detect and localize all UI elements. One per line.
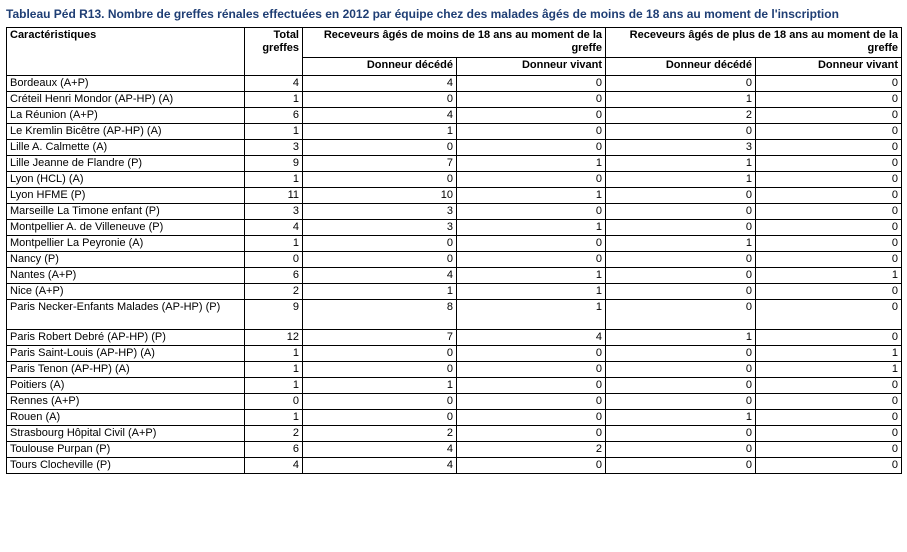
over18-vivant-cell: 0: [756, 172, 902, 188]
under18-decede-cell: 0: [303, 362, 457, 378]
under18-vivant-cell: 0: [457, 362, 606, 378]
under18-decede-cell: 0: [303, 252, 457, 268]
over18-vivant-cell: 1: [756, 268, 902, 284]
under18-vivant-cell: 0: [457, 172, 606, 188]
over18-decede-cell: 0: [606, 268, 756, 284]
under18-decede-cell: 0: [303, 172, 457, 188]
over18-vivant-cell: 0: [756, 394, 902, 410]
over18-vivant-cell: 0: [756, 188, 902, 204]
table-row: [7, 442, 902, 458]
over18-vivant-cell: 0: [756, 156, 902, 172]
over18-decede-cell: 0: [606, 362, 756, 378]
total-cell: 6: [245, 108, 303, 124]
over18-vivant-cell: 0: [756, 108, 902, 124]
team-name-cell: Strasbourg Hôpital Civil (A+P): [7, 426, 245, 442]
total-cell: 4: [245, 220, 303, 236]
under18-vivant-cell: 1: [457, 300, 606, 330]
over18-vivant-cell: 0: [756, 300, 902, 330]
team-name-cell: Bordeaux (A+P): [7, 76, 245, 92]
total-cell: 1: [245, 410, 303, 426]
under18-decede-cell: 4: [303, 458, 457, 474]
over18-decede-cell: 1: [606, 92, 756, 108]
over18-vivant-cell: 0: [756, 378, 902, 394]
under18-decede-cell: 4: [303, 268, 457, 284]
over18-vivant-cell: 0: [756, 458, 902, 474]
table-row: [7, 394, 902, 410]
team-name-cell: Montpellier La Peyronie (A): [7, 236, 245, 252]
over18-decede-cell: 1: [606, 172, 756, 188]
team-name-cell: Nantes (A+P): [7, 268, 245, 284]
over18-vivant-cell: 0: [756, 330, 902, 346]
team-name-cell: Le Kremlin Bicêtre (AP-HP) (A): [7, 124, 245, 140]
under18-decede-cell: 4: [303, 108, 457, 124]
table-row: [7, 236, 902, 252]
under18-vivant-cell: 4: [457, 330, 606, 346]
table-row: [7, 458, 902, 474]
over18-vivant-cell: 0: [756, 124, 902, 140]
under18-vivant-cell: 0: [457, 92, 606, 108]
under18-decede-cell: 3: [303, 220, 457, 236]
under18-decede-cell: 0: [303, 346, 457, 362]
table-body: [7, 76, 902, 474]
header-under-18-vivant: Donneur vivant: [457, 58, 606, 76]
table-row: [7, 172, 902, 188]
team-name-cell: Paris Tenon (AP-HP) (A): [7, 362, 245, 378]
under18-vivant-cell: 0: [457, 346, 606, 362]
over18-decede-cell: 0: [606, 394, 756, 410]
table-row: [7, 378, 902, 394]
total-cell: 1: [245, 346, 303, 362]
over18-decede-cell: 0: [606, 426, 756, 442]
under18-vivant-cell: 2: [457, 442, 606, 458]
over18-decede-cell: 1: [606, 330, 756, 346]
team-name-cell: La Réunion (A+P): [7, 108, 245, 124]
under18-vivant-cell: 1: [457, 220, 606, 236]
under18-decede-cell: 1: [303, 284, 457, 300]
table-row: [7, 140, 902, 156]
total-cell: 3: [245, 140, 303, 156]
under18-decede-cell: 0: [303, 394, 457, 410]
team-name-cell: Paris Saint-Louis (AP-HP) (A): [7, 346, 245, 362]
under18-decede-cell: 4: [303, 442, 457, 458]
table-row: [7, 268, 902, 284]
team-name-cell: Tours Clocheville (P): [7, 458, 245, 474]
under18-vivant-cell: 0: [457, 252, 606, 268]
total-cell: 1: [245, 236, 303, 252]
table-row: [7, 92, 902, 108]
total-cell: 0: [245, 394, 303, 410]
over18-decede-cell: 0: [606, 442, 756, 458]
table-row: [7, 204, 902, 220]
team-name-cell: Rouen (A): [7, 410, 245, 426]
header-over-18-vivant: Donneur vivant: [756, 58, 902, 76]
under18-vivant-cell: 0: [457, 426, 606, 442]
under18-decede-cell: 7: [303, 330, 457, 346]
over18-decede-cell: 0: [606, 124, 756, 140]
over18-vivant-cell: 0: [756, 220, 902, 236]
table-row: [7, 410, 902, 426]
under18-vivant-cell: 0: [457, 410, 606, 426]
header-total-greffes: Total greffes: [245, 28, 303, 76]
under18-decede-cell: 0: [303, 140, 457, 156]
team-name-cell: Nice (A+P): [7, 284, 245, 300]
table-row: [7, 284, 902, 300]
under18-vivant-cell: 0: [457, 76, 606, 92]
header-over-18-decede: Donneur décédé: [606, 58, 756, 76]
under18-vivant-cell: 0: [457, 236, 606, 252]
total-cell: 0: [245, 252, 303, 268]
total-cell: 1: [245, 362, 303, 378]
over18-vivant-cell: 0: [756, 426, 902, 442]
over18-vivant-cell: 0: [756, 236, 902, 252]
total-cell: 3: [245, 204, 303, 220]
total-cell: 1: [245, 92, 303, 108]
over18-decede-cell: 0: [606, 76, 756, 92]
under18-vivant-cell: 1: [457, 268, 606, 284]
under18-vivant-cell: 0: [457, 124, 606, 140]
total-cell: 4: [245, 76, 303, 92]
under18-decede-cell: 1: [303, 124, 457, 140]
total-cell: 12: [245, 330, 303, 346]
team-name-cell: Paris Robert Debré (AP-HP) (P): [7, 330, 245, 346]
over18-decede-cell: 1: [606, 156, 756, 172]
team-name-cell: Lille A. Calmette (A): [7, 140, 245, 156]
over18-vivant-cell: 0: [756, 284, 902, 300]
under18-vivant-cell: 0: [457, 140, 606, 156]
over18-vivant-cell: 0: [756, 140, 902, 156]
table-row: [7, 252, 902, 268]
total-cell: 1: [245, 378, 303, 394]
team-name-cell: Lille Jeanne de Flandre (P): [7, 156, 245, 172]
under18-vivant-cell: 0: [457, 108, 606, 124]
over18-decede-cell: 3: [606, 140, 756, 156]
under18-decede-cell: 3: [303, 204, 457, 220]
over18-decede-cell: 0: [606, 458, 756, 474]
total-cell: 1: [245, 124, 303, 140]
under18-decede-cell: 2: [303, 426, 457, 442]
header-over-18: Receveurs âgés de plus de 18 ans au moment de la greffe: [606, 28, 902, 58]
under18-vivant-cell: 0: [457, 394, 606, 410]
over18-decede-cell: 0: [606, 346, 756, 362]
over18-decede-cell: 0: [606, 220, 756, 236]
under18-vivant-cell: 1: [457, 188, 606, 204]
under18-decede-cell: 0: [303, 410, 457, 426]
over18-vivant-cell: 1: [756, 362, 902, 378]
team-name-cell: Rennes (A+P): [7, 394, 245, 410]
over18-decede-cell: 0: [606, 284, 756, 300]
header-row-1: [7, 28, 902, 58]
over18-decede-cell: 0: [606, 300, 756, 330]
team-name-cell: Créteil Henri Mondor (AP-HP) (A): [7, 92, 245, 108]
table-row: [7, 76, 902, 92]
total-cell: 6: [245, 442, 303, 458]
over18-vivant-cell: 1: [756, 346, 902, 362]
team-name-cell: Nancy (P): [7, 252, 245, 268]
over18-vivant-cell: 0: [756, 76, 902, 92]
total-cell: 1: [245, 172, 303, 188]
under18-decede-cell: 0: [303, 92, 457, 108]
team-name-cell: Paris Necker-Enfants Malades (AP-HP) (P): [7, 300, 245, 330]
over18-decede-cell: 1: [606, 236, 756, 252]
header-caracteristiques: Caractéristiques: [7, 28, 245, 76]
table-row: [7, 362, 902, 378]
total-cell: 2: [245, 284, 303, 300]
team-name-cell: Montpellier A. de Villeneuve (P): [7, 220, 245, 236]
under18-vivant-cell: 0: [457, 378, 606, 394]
table-row: [7, 426, 902, 442]
over18-decede-cell: 1: [606, 410, 756, 426]
team-name-cell: Toulouse Purpan (P): [7, 442, 245, 458]
table-row: [7, 124, 902, 140]
total-cell: 4: [245, 458, 303, 474]
team-name-cell: Marseille La Timone enfant (P): [7, 204, 245, 220]
table-row: [7, 108, 902, 124]
under18-vivant-cell: 1: [457, 156, 606, 172]
under18-decede-cell: 1: [303, 378, 457, 394]
over18-vivant-cell: 0: [756, 204, 902, 220]
total-cell: 9: [245, 300, 303, 330]
header-under-18-decede: Donneur décédé: [303, 58, 457, 76]
table-title: Tableau Péd R13. Nombre de greffes rénales effectuées en 2012 par équipe chez des malades âgés de moins de 18 ans au moment de l'inscription: [6, 7, 839, 21]
under18-decede-cell: 7: [303, 156, 457, 172]
total-cell: 9: [245, 156, 303, 172]
total-cell: 11: [245, 188, 303, 204]
table-row: [7, 346, 902, 362]
under18-decede-cell: 10: [303, 188, 457, 204]
over18-decede-cell: 0: [606, 204, 756, 220]
over18-vivant-cell: 0: [756, 252, 902, 268]
total-cell: 6: [245, 268, 303, 284]
table-row: [7, 220, 902, 236]
table-row: [7, 330, 902, 346]
table-row: [7, 300, 902, 330]
team-name-cell: Lyon (HCL) (A): [7, 172, 245, 188]
team-name-cell: Poitiers (A): [7, 378, 245, 394]
over18-vivant-cell: 0: [756, 92, 902, 108]
total-cell: 2: [245, 426, 303, 442]
over18-vivant-cell: 0: [756, 410, 902, 426]
transplant-table: [6, 27, 902, 474]
under18-vivant-cell: 1: [457, 284, 606, 300]
header-under-18: Receveurs âgés de moins de 18 ans au moment de la greffe: [303, 28, 606, 58]
over18-decede-cell: 2: [606, 108, 756, 124]
over18-decede-cell: 0: [606, 252, 756, 268]
over18-decede-cell: 0: [606, 188, 756, 204]
under18-vivant-cell: 0: [457, 458, 606, 474]
under18-decede-cell: 0: [303, 236, 457, 252]
under18-decede-cell: 4: [303, 76, 457, 92]
over18-vivant-cell: 0: [756, 442, 902, 458]
over18-decede-cell: 0: [606, 378, 756, 394]
under18-decede-cell: 8: [303, 300, 457, 330]
team-name-cell: Lyon HFME (P): [7, 188, 245, 204]
table-row: [7, 188, 902, 204]
under18-vivant-cell: 0: [457, 204, 606, 220]
table-row: [7, 156, 902, 172]
